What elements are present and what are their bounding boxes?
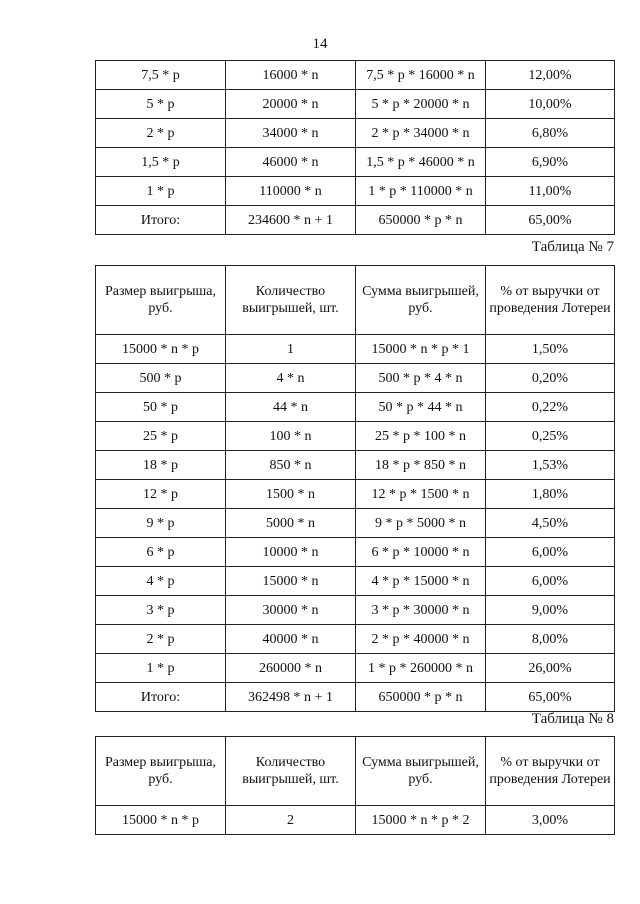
cell-prize-size: 1,5 * p [96, 148, 226, 177]
cell-prize-count: 110000 * n [226, 177, 356, 206]
table-row [96, 90, 615, 119]
cell-prize-sum: 4 * p * 15000 * n [356, 567, 486, 596]
cell-prize-size: 2 * p [96, 625, 226, 654]
cell-prize-count: 850 * n [226, 451, 356, 480]
cell-prize-count: 15000 * n [226, 567, 356, 596]
header-prize-sum: Сумма выигрышей, руб. [356, 266, 486, 335]
table-row [96, 119, 615, 148]
cell-prize-sum: 1,5 * p * 46000 * n [356, 148, 486, 177]
table-row [96, 480, 615, 509]
prize-table-continued [95, 60, 615, 235]
header-prize-size: Размер выигрыша, руб. [96, 266, 226, 335]
cell-prize-size: 50 * p [96, 393, 226, 422]
cell-prize-sum: 1 * p * 260000 * n [356, 654, 486, 683]
cell-prize-size: 12 * p [96, 480, 226, 509]
header-prize-sum: Сумма выигрышей, руб. [356, 737, 486, 806]
cell-prize-sum: 2 * p * 40000 * n [356, 625, 486, 654]
cell-revenue-percent: 12,00% [486, 61, 615, 90]
cell-prize-sum: 5 * p * 20000 * n [356, 90, 486, 119]
cell-prize-size: 25 * p [96, 422, 226, 451]
table-row [96, 509, 615, 538]
cell-revenue-percent: 65,00% [486, 683, 615, 712]
cell-prize-sum: 15000 * n * p * 1 [356, 335, 486, 364]
cell-prize-size: 6 * p [96, 538, 226, 567]
cell-revenue-percent: 1,80% [486, 480, 615, 509]
cell-prize-size: 2 * p [96, 119, 226, 148]
cell-revenue-percent: 65,00% [486, 206, 615, 235]
cell-prize-size: 1 * p [96, 177, 226, 206]
cell-prize-count: 10000 * n [226, 538, 356, 567]
cell-prize-size: Итого: [96, 206, 226, 235]
cell-revenue-percent: 1,50% [486, 335, 615, 364]
cell-prize-size: 9 * p [96, 509, 226, 538]
cell-prize-size: Итого: [96, 683, 226, 712]
cell-prize-count: 1500 * n [226, 480, 356, 509]
cell-revenue-percent: 11,00% [486, 177, 615, 206]
table-row [96, 148, 615, 177]
header-prize-count: Количество выигрышей, шт. [226, 737, 356, 806]
cell-prize-count: 260000 * n [226, 654, 356, 683]
header-revenue-percent: % от выручки от проведения Лотереи [486, 737, 615, 806]
cell-prize-count: 46000 * n [226, 148, 356, 177]
cell-revenue-percent: 26,00% [486, 654, 615, 683]
cell-prize-count: 16000 * n [226, 61, 356, 90]
cell-revenue-percent: 6,90% [486, 148, 615, 177]
cell-prize-count: 40000 * n [226, 625, 356, 654]
cell-revenue-percent: 6,80% [486, 119, 615, 148]
cell-prize-count: 234600 * n + 1 [226, 206, 356, 235]
cell-revenue-percent: 0,20% [486, 364, 615, 393]
page-number: 14 [312, 36, 328, 52]
table-row [96, 567, 615, 596]
table-8-caption: Таблица № 8 [531, 711, 614, 727]
cell-prize-size: 15000 * n * p [96, 335, 226, 364]
cell-revenue-percent: 1,53% [486, 451, 615, 480]
cell-prize-sum: 2 * p * 34000 * n [356, 119, 486, 148]
cell-prize-size: 3 * p [96, 596, 226, 625]
cell-revenue-percent: 0,25% [486, 422, 615, 451]
table-header-row [96, 737, 615, 806]
cell-prize-count: 34000 * n [226, 119, 356, 148]
table-row [96, 654, 615, 683]
table-row [96, 364, 615, 393]
table-row [96, 683, 615, 712]
cell-revenue-percent: 6,00% [486, 538, 615, 567]
cell-prize-sum: 15000 * n * p * 2 [356, 806, 486, 835]
cell-prize-sum: 6 * p * 10000 * n [356, 538, 486, 567]
cell-revenue-percent: 9,00% [486, 596, 615, 625]
cell-revenue-percent: 8,00% [486, 625, 615, 654]
table-row [96, 538, 615, 567]
table-header-row [96, 266, 615, 335]
header-prize-count: Количество выигрышей, шт. [226, 266, 356, 335]
cell-prize-sum: 3 * p * 30000 * n [356, 596, 486, 625]
table-row [96, 61, 615, 90]
cell-prize-sum: 500 * p * 4 * n [356, 364, 486, 393]
cell-prize-sum: 25 * p * 100 * n [356, 422, 486, 451]
header-revenue-percent: % от выручки от проведения Лотереи [486, 266, 615, 335]
cell-prize-size: 500 * p [96, 364, 226, 393]
table-row [96, 806, 615, 835]
table-row [96, 625, 615, 654]
cell-prize-size: 5 * p [96, 90, 226, 119]
cell-prize-size: 7,5 * p [96, 61, 226, 90]
cell-prize-count: 362498 * n + 1 [226, 683, 356, 712]
cell-prize-sum: 1 * p * 110000 * n [356, 177, 486, 206]
cell-revenue-percent: 3,00% [486, 806, 615, 835]
table-7-caption: Таблица № 7 [531, 239, 614, 255]
cell-prize-count: 20000 * n [226, 90, 356, 119]
cell-prize-size: 15000 * n * p [96, 806, 226, 835]
cell-prize-count: 5000 * n [226, 509, 356, 538]
prize-table-7 [95, 265, 615, 712]
table-row [96, 596, 615, 625]
cell-revenue-percent: 0,22% [486, 393, 615, 422]
cell-prize-count: 30000 * n [226, 596, 356, 625]
cell-revenue-percent: 10,00% [486, 90, 615, 119]
cell-prize-size: 1 * p [96, 654, 226, 683]
cell-revenue-percent: 6,00% [486, 567, 615, 596]
cell-prize-sum: 12 * p * 1500 * n [356, 480, 486, 509]
cell-prize-count: 4 * n [226, 364, 356, 393]
table-row [96, 393, 615, 422]
table-row [96, 335, 615, 364]
prize-table-8 [95, 736, 615, 835]
table-row [96, 177, 615, 206]
cell-prize-count: 2 [226, 806, 356, 835]
table-row [96, 422, 615, 451]
cell-revenue-percent: 4,50% [486, 509, 615, 538]
cell-prize-count: 100 * n [226, 422, 356, 451]
cell-prize-sum: 50 * p * 44 * n [356, 393, 486, 422]
cell-prize-count: 1 [226, 335, 356, 364]
cell-prize-sum: 650000 * p * n [356, 206, 486, 235]
cell-prize-sum: 9 * p * 5000 * n [356, 509, 486, 538]
cell-prize-count: 44 * n [226, 393, 356, 422]
cell-prize-sum: 18 * p * 850 * n [356, 451, 486, 480]
header-prize-size: Размер выигрыша, руб. [96, 737, 226, 806]
cell-prize-sum: 7,5 * p * 16000 * n [356, 61, 486, 90]
cell-prize-sum: 650000 * p * n [356, 683, 486, 712]
cell-prize-size: 4 * p [96, 567, 226, 596]
cell-prize-size: 18 * p [96, 451, 226, 480]
table-row [96, 206, 615, 235]
table-row [96, 451, 615, 480]
